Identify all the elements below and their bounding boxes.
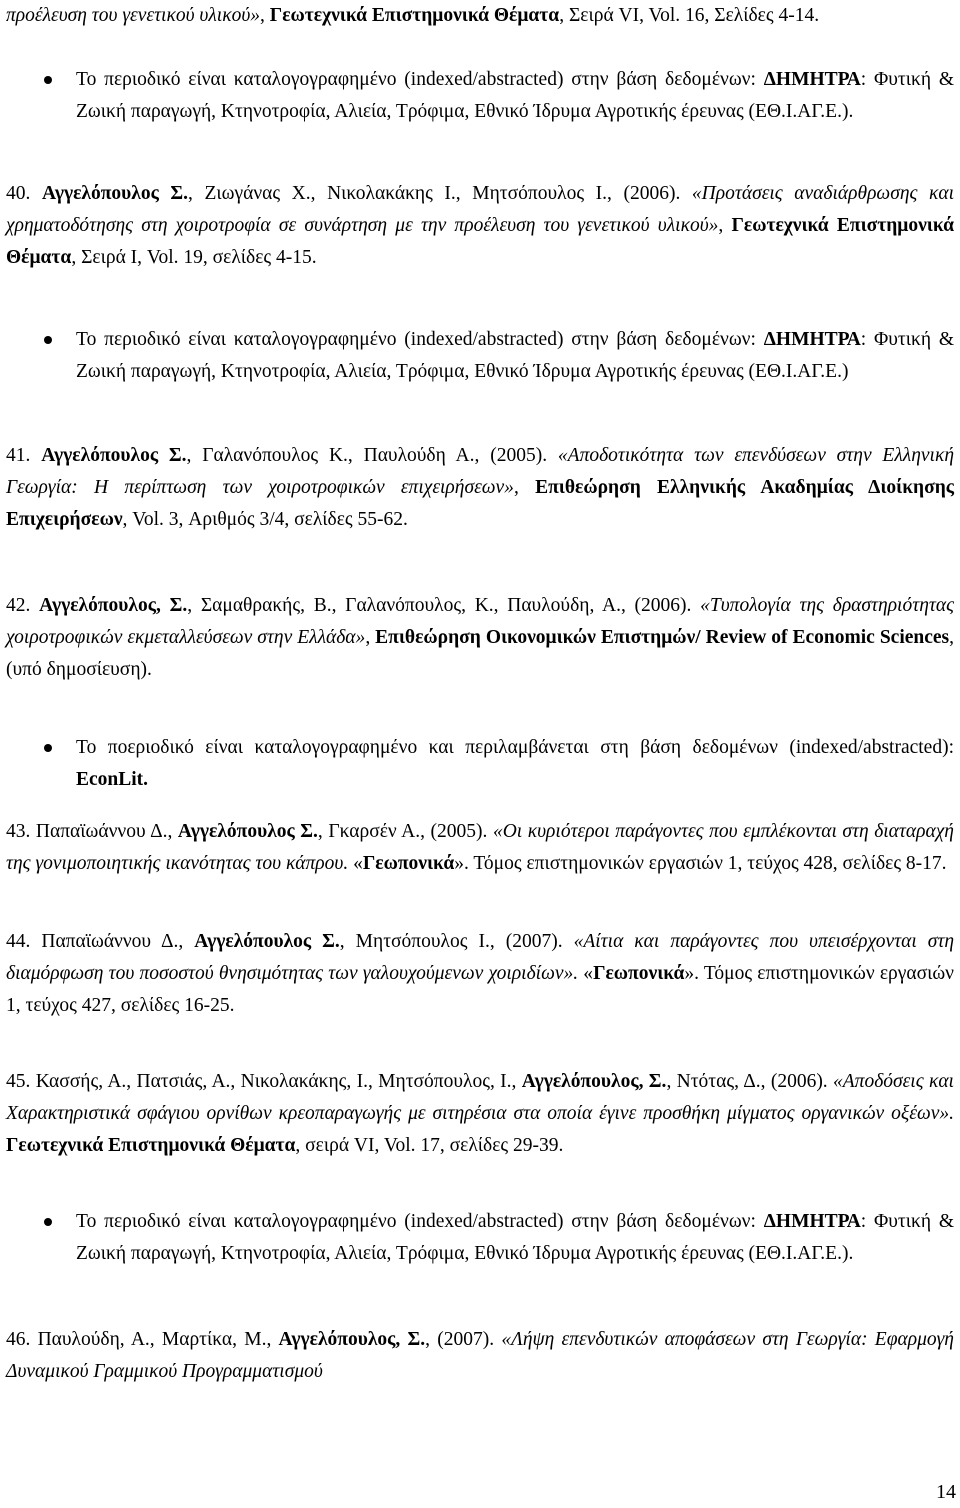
indexing-note: Το περιοδικό είναι καταλογογραφημένο (indexed/abstracted) στην βάση δεδομένων: ΔΗΜΗΤΡΑ: Φυτική & Ζωική παραγωγή, Κτηνοτροφία, Αλιεία, Τρόφιμα, Εθνικό Ίδρυμα Αγροτικής έρευνας (ΕΘ.Ι.ΑΓ.Ε.).	[76, 1206, 954, 1270]
reference-41: 41. Αγγελόπουλος Σ., Γαλανόπουλος Κ., Παυλούδη Α., (2005). «Αποδοτικότητα των επενδύσεων στην Ελληνική Γεωργία: Η περίπτωση των χοιροτροφικών επιχειρήσεων», Επιθεώρηση Ελληνικής Ακαδημίας Διοίκησης Επιχειρήσεων, Vol. 3, Αριθμός 3/4, σελίδες 55-62.	[6, 445, 955, 530]
article-title: «Οι κυριότεροι παράγοντες που εμπλέκονται στη διαταραχή της γονιμοποιητικής ικανότητας του κάπρου.	[6, 821, 954, 874]
database-name: EconLit.	[76, 769, 149, 790]
journal-name: Γεωτεχνικά Επιστημονικά Θέματα	[269, 5, 560, 26]
author-highlight: Αγγελόπουλος, Σ.	[521, 1071, 667, 1092]
article-title: «Τυπολογία της δραστηριότητας χοιροτροφικών εκμεταλλεύσεων στην Ελλάδα»	[6, 595, 954, 648]
article-title: «Αποδοτικότητα των επενδύσεων στην Ελληνική Γεωργία: Η περίπτωση των χοιροτροφικών επιχειρήσεων»	[6, 445, 955, 498]
author-highlight: Αγγελόπουλος Σ.	[194, 931, 340, 952]
page-number: 14	[936, 1481, 956, 1503]
journal-name: Επιθεώρηση Οικονομικών Επιστημών/ Review of Economic Sciences	[375, 627, 950, 648]
journal-name: Γεωτεχνικά Επιστημονικά Θέματα	[6, 215, 954, 268]
journal-name: Γεωπονικά	[362, 853, 455, 874]
reference-43: 43. Παπαϊωάννου Δ., Αγγελόπουλος Σ., Γκαρσέν Α., (2005). «Οι κυριότεροι παράγοντες που εμπλέκονται στη διαταραχή της γονιμοποιητικής ικανότητας του κάπρου. «Γεωπονικά». Τόμος επιστημονικών εργασιών 1, τεύχος 428, σελίδες 8-17.	[6, 821, 954, 874]
author-highlight: Αγγελόπουλος Σ.	[177, 821, 318, 842]
reference-40: 40. Αγγελόπουλος Σ., Ζιωγάνας Χ., Νικολακάκης Ι., Μητσόπουλος Ι., (2006). «Προτάσεις αναδιάρθρωσης και χρηματοδότησης στη χοιροτροφία σε συνάρτηση με την προέλευση του γενετικού υλικού», Γεωτεχνικά Επιστημονικά Θέματα, Σειρά Ι, Vol. 19, σελίδες 4-15.	[6, 183, 954, 268]
reference-44: 44. Παπαϊωάννου Δ., Αγγελόπουλος Σ., Μητσόπουλος Ι., (2007). «Αίτια και παράγοντες που υπεισέρχονται στη διαμόρφωση του ποσοστού θνησιμότητας των γαλουχούμενων χοιριδίων». «Γεωπονικά». Τόμος επιστημονικών εργασιών 1, τεύχος 427, σελίδες 16-25.	[6, 931, 955, 1016]
reference-39-continuation: προέλευση του γενετικού υλικού», Γεωτεχνικά Επιστημονικά Θέματα, Σειρά VI, Vol. 16, Σελίδες 4-14.	[6, 5, 820, 26]
author-highlight: Αγγελόπουλος Σ.	[41, 183, 189, 204]
database-name: ΔΗΜΗΤΡΑ	[763, 69, 861, 90]
article-title: «Αίτια και παράγοντες που υπεισέρχονται στη διαμόρφωση του ποσοστού θνησιμότητας των γαλουχούμενων χοιριδίων».	[6, 931, 955, 984]
indexing-note: Το περιοδικό είναι καταλογογραφημένο (indexed/abstracted) στην βάση δεδομένων: ΔΗΜΗΤΡΑ: Φυτική & Ζωική παραγωγή, Κτηνοτροφία, Αλιεία, Τρόφιμα, Εθνικό Ίδρυμα Αγροτικής έρευνας (ΕΘ.Ι.ΑΓ.Ε.).	[76, 64, 954, 128]
database-name: ΔΗΜΗΤΡΑ	[763, 329, 861, 350]
indexing-note: Το ποεριοδικό είναι καταλογογραφημένο και περιλαμβάνεται στη βάση δεδομένων (indexed/abstracted): EconLit.	[76, 732, 954, 796]
article-title: «Προτάσεις αναδιάρθρωσης και χρηματοδότησης στη χοιροτροφία σε συνάρτηση με την προέλευση του γενετικού υλικού»	[6, 183, 954, 236]
article-title: «Λήψη επενδυτικών αποφάσεων στη Γεωργία: Εφαρμογή Δυναμικού Γραμμικού Προγραμματισμού	[6, 1329, 954, 1382]
author-highlight: Αγγελόπουλος, Σ.	[278, 1329, 426, 1350]
journal-name: Γεωπονικά	[593, 963, 685, 984]
reference-45: 45. Κασσής, Α., Πατσιάς, Α., Νικολακάκης, Ι., Μητσόπουλος, Ι., Αγγελόπουλος, Σ., Ντότας, Δ., (2006). «Αποδόσεις και Χαρακτηριστικά σφάγιου ορνίθων κρεοπαραγωγής με σιτηρέσια στα οποία έγινε προσθήκη μίγματος οργανικών οξέων». Γεωτεχνικά Επιστημονικά Θέματα, σειρά VI, Vol. 17, σελίδες 29-39.	[6, 1071, 954, 1156]
article-title: προέλευση του γενετικού υλικού»	[6, 5, 261, 26]
journal-name: Επιθεώρηση Ελληνικής Ακαδημίας Διοίκησης Επιχειρήσεων	[6, 477, 955, 530]
article-title: «Αποδόσεις και Χαρακτηριστικά σφάγιου ορνίθων κρεοπαραγωγής με σιτηρέσια στα οποία έγινε προσθήκη μίγματος οργανικών οξέων».	[6, 1071, 954, 1124]
reference-46: 46. Παυλούδη, Α., Μαρτίκα, Μ., Αγγελόπουλος, Σ., (2007). «Λήψη επενδυτικών αποφάσεων στη Γεωργία: Εφαρμογή Δυναμικού Γραμμικού Προγραμματισμού	[6, 1329, 954, 1382]
reference-42: 42. Αγγελόπουλος, Σ., Σαμαθρακής, Β., Γαλανόπουλος, Κ., Παυλούδη, Α., (2006). «Τυπολογία της δραστηριότητας χοιροτροφικών εκμεταλλεύσεων στην Ελλάδα», Επιθεώρηση Οικονομικών Επιστημών/ Review of Economic Sciences, (υπό δημοσίευση).	[6, 595, 955, 680]
indexing-note: Το περιοδικό είναι καταλογογραφημένο (indexed/abstracted) στην βάση δεδομένων: ΔΗΜΗΤΡΑ: Φυτική & Ζωική παραγωγή, Κτηνοτροφία, Αλιεία, Τρόφιμα, Εθνικό Ίδρυμα Αγροτικής έρευνας (ΕΘ.Ι.ΑΓ.Ε.)	[76, 324, 954, 388]
database-name: ΔΗΜΗΤΡΑ	[763, 1211, 861, 1232]
author-highlight: Αγγελόπουλος Σ.	[41, 445, 187, 466]
author-highlight: Αγγελόπουλος, Σ.	[39, 595, 188, 616]
journal-name: Γεωτεχνικά Επιστημονικά Θέματα	[6, 1135, 296, 1156]
